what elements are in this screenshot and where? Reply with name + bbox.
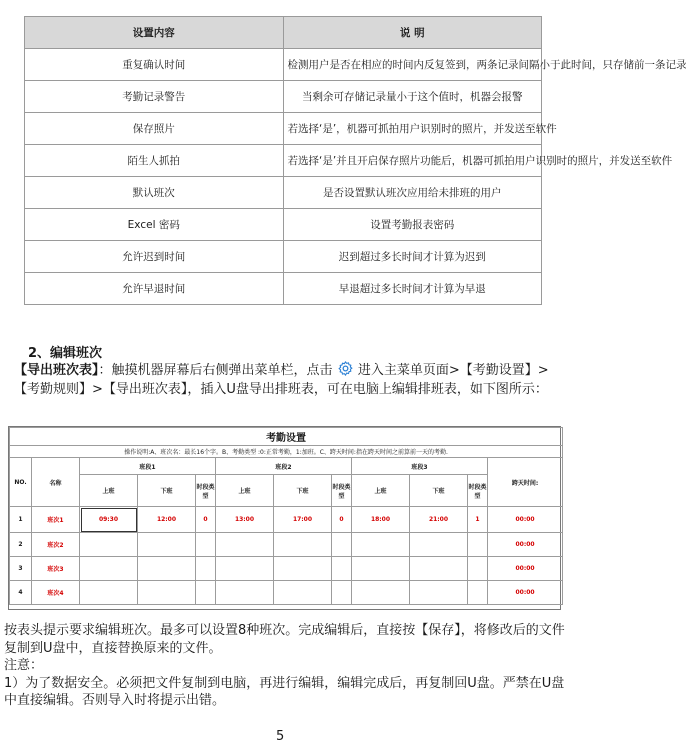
table-row [25, 145, 542, 177]
setting-name: 保存照片 [25, 113, 284, 145]
row-no: 2 [10, 533, 32, 557]
after-line-1: 按表头提示要求编辑班次。最多可以设置8种班次。完成编辑后，直接按【保存】，将修改后的文件复制到U盘中，直接替换原来的文件。 [4, 623, 565, 656]
table-row [25, 241, 542, 273]
instruction-paragraph [14, 360, 562, 399]
cell-time: 13:00 [216, 507, 274, 533]
page-number: 5 [276, 729, 285, 744]
sub-off: 下班 [274, 475, 332, 507]
cell-type: 1 [468, 507, 488, 533]
shift-name: 班次4 [32, 581, 80, 605]
setting-name: 允许迟到时间 [25, 241, 284, 273]
shift-sheet-screenshot [8, 426, 561, 610]
setting-name: Excel 密码 [25, 209, 284, 241]
sheet-title: 考勤设置 [10, 428, 563, 446]
cell-cross: 00:00 [488, 533, 563, 557]
setting-desc: 当剩余可存储记录量小于这个值时，机器会报警 [283, 81, 542, 113]
shift-name: 班次2 [32, 533, 80, 557]
table-row [10, 507, 563, 533]
setting-name: 默认班次 [25, 177, 284, 209]
cell-type: 0 [332, 507, 352, 533]
table-row [25, 81, 542, 113]
row-no: 4 [10, 581, 32, 605]
sub-on: 上班 [216, 475, 274, 507]
setting-desc: 若选择‘是’并且开启保存照片功能后，机器可抓拍用户识别时的照片，并发送至软件 [283, 145, 542, 177]
setting-desc: 若选择‘是’，机器可抓拍用户识别时的照片，并发送至软件 [283, 113, 542, 145]
cell-time: 17:00 [274, 507, 332, 533]
cell-time: 12:00 [138, 507, 196, 533]
setting-name: 重复确认时间 [25, 49, 284, 81]
shift-name: 班次3 [32, 557, 80, 581]
cell-time: 09:30 [80, 507, 138, 533]
table-row [10, 557, 563, 581]
setting-desc: 是否设置默认班次应用给未排班的用户 [283, 177, 542, 209]
sub-type: 时段类型 [468, 475, 488, 507]
sub-off: 下班 [138, 475, 196, 507]
col-name: 名称 [32, 458, 80, 507]
sub-type: 时段类型 [332, 475, 352, 507]
shift-name: 班次1 [32, 507, 80, 533]
group-1: 班段1 [80, 458, 216, 475]
sheet-note: 操作说明:A、班次名：最长16个字。B、考勤类型 :0:正常考勤，1:加班。C、跨天时间:指在跨天时间之前算前一天的考勤. [10, 446, 563, 458]
table-row [10, 533, 563, 557]
setting-name: 陌生人抓拍 [25, 145, 284, 177]
cell-type: 0 [196, 507, 216, 533]
col-no: NO. [10, 458, 32, 507]
instruction-text-b: 进入主菜单页面>【考勤设置】>【考勤规则】>【导出班次表】，插入U盘导出排班表，可在电脑上编辑排班表，如下图所示： [14, 363, 549, 397]
col-overnight: 跨天时间: [488, 458, 563, 507]
sub-type: 时段类型 [196, 475, 216, 507]
cell-time: 21:00 [410, 507, 468, 533]
sub-off: 下班 [410, 475, 468, 507]
note-item-1: 1）为了数据安全。必须把文件复制到电脑，再进行编辑，编辑完成后，再复制回U盘。严禁在U盘中直接编辑。否则导入时将提示出错。 [4, 675, 565, 708]
cell-cross: 00:00 [488, 507, 563, 533]
table-row [25, 49, 542, 81]
setting-desc: 检测用户是否在相应的时间内反复签到，两条记录间隔小于此时间，只存储前一条记录 [283, 49, 542, 81]
settings-header-desc: 说 明 [283, 17, 542, 49]
shift-sheet-table [9, 427, 563, 605]
cell-time: 18:00 [352, 507, 410, 533]
settings-header-row [25, 17, 542, 49]
setting-desc: 迟到超过多长时间才计算为迟到 [283, 241, 542, 273]
row-no: 3 [10, 557, 32, 581]
table-row [25, 209, 542, 241]
sub-on: 上班 [80, 475, 138, 507]
setting-name: 允许早退时间 [25, 273, 284, 305]
section-title: 2、编辑班次 [28, 346, 103, 361]
export-shift-label: 【导出班次表】 [14, 363, 99, 378]
setting-desc: 设置考勤报表密码 [283, 209, 542, 241]
sub-on: 上班 [352, 475, 410, 507]
cell-cross: 00:00 [488, 557, 563, 581]
settings-header-item: 设置内容 [25, 17, 284, 49]
instruction-text-a: ：触摸机器屏幕后右侧弹出菜单栏，点击 [98, 363, 333, 378]
settings-table [24, 16, 687, 305]
gear-icon [337, 360, 354, 377]
table-row [25, 273, 542, 305]
setting-name: 考勤记录警告 [25, 81, 284, 113]
table-row [10, 581, 563, 605]
table-row [25, 113, 542, 145]
note-label: 注意： [4, 658, 44, 673]
after-paragraph [4, 622, 572, 710]
group-3: 班段3 [352, 458, 488, 475]
row-no: 1 [10, 507, 32, 533]
cell-cross: 00:00 [488, 581, 563, 605]
setting-desc: 早退超过多长时间才计算为早退 [283, 273, 542, 305]
table-row [25, 177, 542, 209]
group-2: 班段2 [216, 458, 352, 475]
